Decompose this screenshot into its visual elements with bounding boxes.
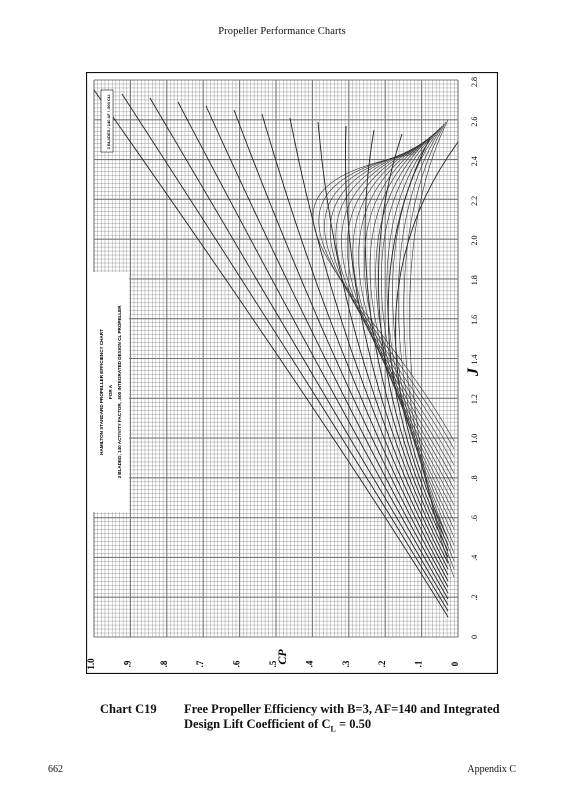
chart-title-line2: FOR A	[108, 384, 113, 400]
x-tick-label: .8	[470, 475, 479, 482]
running-head: Propeller Performance Charts	[218, 26, 346, 37]
y-tick-label: .7	[195, 660, 206, 668]
y-axis-symbol: CP	[275, 649, 289, 665]
chart-border	[87, 73, 498, 674]
y-tick-label: .8	[158, 660, 169, 668]
y-tick-label: .5	[268, 660, 278, 668]
y-tick-label: .1	[413, 660, 424, 668]
y-tick-label: .2	[377, 660, 388, 668]
caption-line1: Free Propeller Efficiency with B=3, AF=140 and Integrated	[184, 702, 500, 716]
caption-number: Chart C19	[100, 702, 157, 716]
y-tick-label: .4	[304, 660, 315, 668]
x-tick-label: .6	[470, 515, 479, 522]
chart-title-block	[93, 272, 129, 512]
x-tick-label: 0	[470, 635, 479, 639]
y-tick-label: .3	[340, 660, 351, 668]
x-tick-label: 1.0	[470, 433, 479, 444]
x-tick-label: .4	[470, 554, 479, 561]
caption-line2-sub: L	[330, 724, 336, 734]
x-tick-label: 2.2	[470, 195, 479, 206]
caption-line2-prefix: Design Lift Coefficient of C	[184, 717, 331, 731]
caption-line2-value: = 0.50	[338, 717, 372, 731]
corner-note-block	[101, 90, 113, 152]
x-tick-label: 1.8	[470, 275, 479, 286]
page-number: 662	[48, 764, 63, 775]
appendix-label: Appendix C	[467, 764, 516, 775]
x-tick-label: 1.4	[470, 354, 479, 365]
chart-title-line3: 3 BLADED, 140 ACTIVITY FACTOR, .500 INTEGRATED DESIGN CL PROPELLER	[117, 305, 122, 479]
x-tick-label: 2.6	[470, 116, 479, 127]
x-axis-symbol: J	[465, 368, 482, 376]
chart-graphic	[86, 72, 498, 674]
chart-title-line1: HAMILTON STANDARD PROPELLER EFFICIENCY CHART	[99, 329, 104, 455]
efficiency-chart	[86, 72, 498, 674]
x-tick-label: 1.6	[470, 314, 479, 325]
y-tick-label: 0	[450, 661, 460, 667]
y-tick-label: .6	[231, 660, 242, 668]
x-tick-label: 2.4	[470, 156, 479, 167]
x-tick-label: 2.8	[470, 76, 479, 87]
y-tick-label: 1.0	[86, 658, 96, 670]
y-tick-label: .9	[122, 660, 133, 668]
x-tick-label: 2.0	[470, 235, 479, 246]
x-tick-label: 1.2	[470, 394, 479, 405]
caption-line2	[184, 717, 371, 737]
x-tick-label: .2	[470, 594, 479, 601]
corner-note: 3 BLADES / 140 AF / .500 CLi	[106, 94, 111, 150]
